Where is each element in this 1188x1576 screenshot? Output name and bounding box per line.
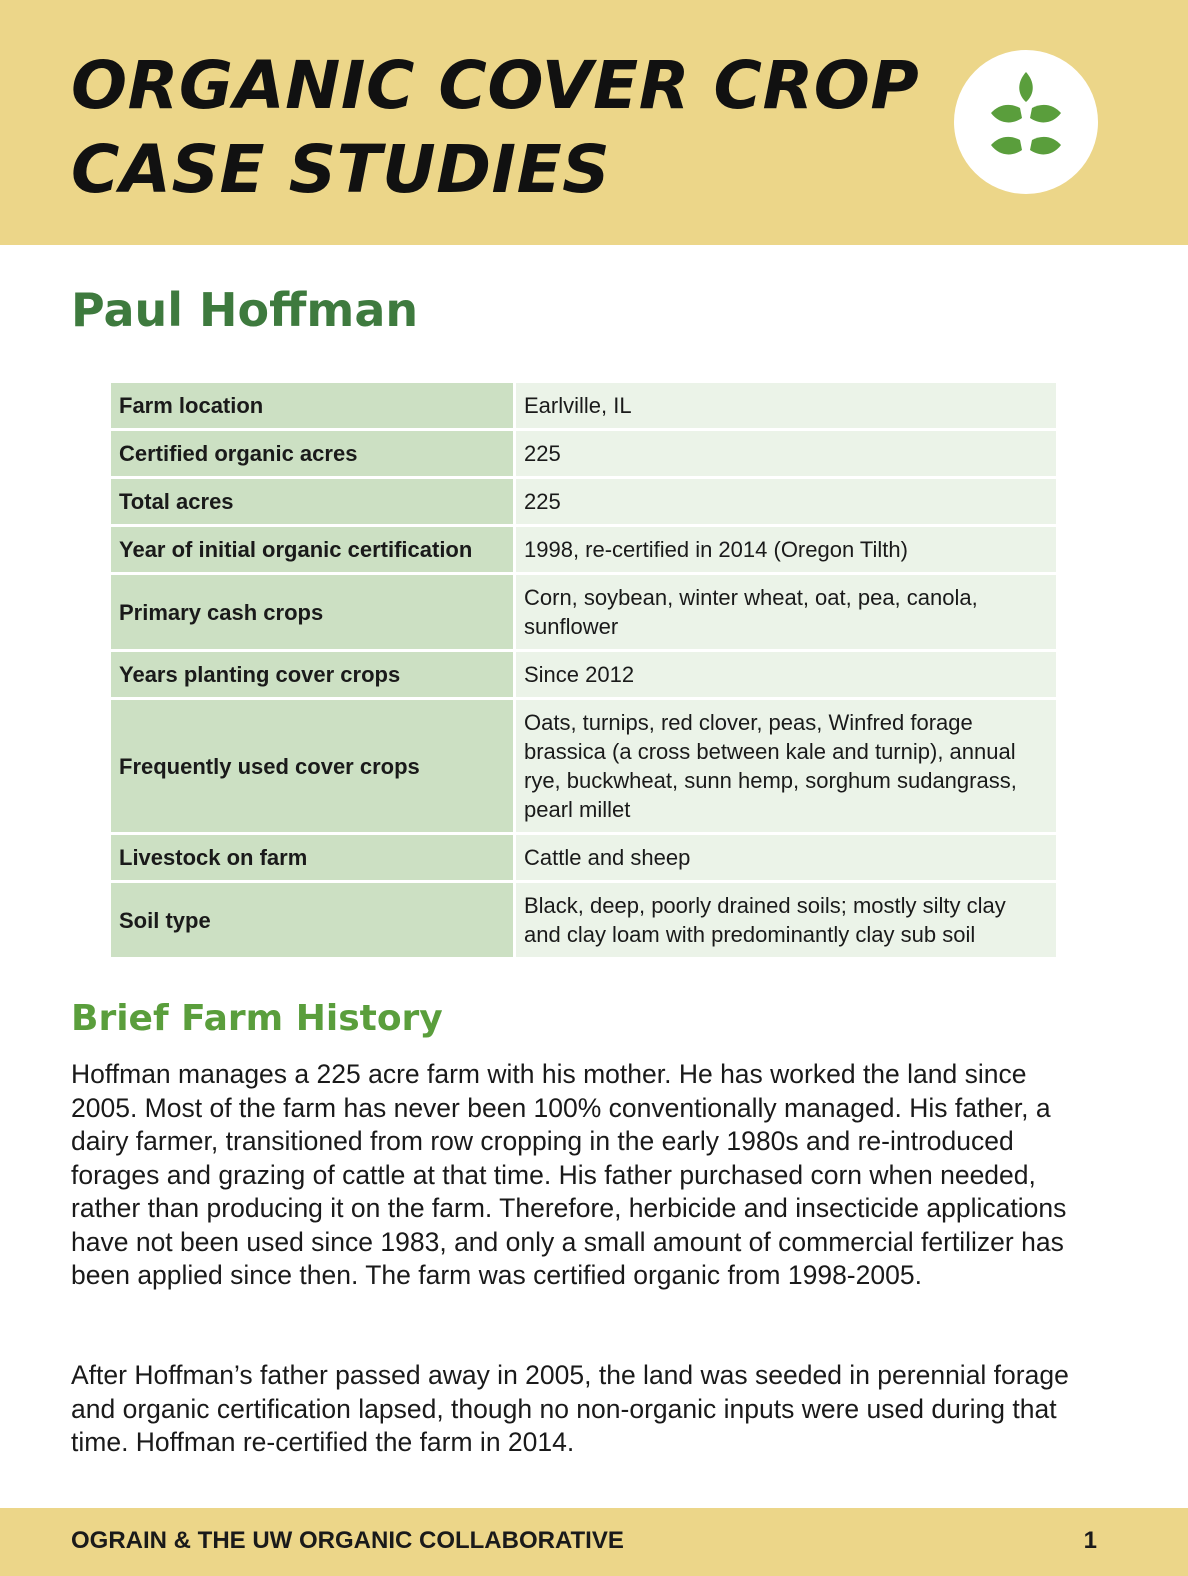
logo	[954, 50, 1098, 194]
row-value: Oats, turnips, red clover, peas, Winfred forage brassica (a cross between kale and turnip), annual rye, buckwheat, sunn hemp, sorghum sudangrass, pearl millet	[516, 700, 1056, 832]
row-value: Earlville, IL	[516, 383, 1056, 428]
page-title	[71, 44, 919, 212]
row-label: Farm location	[111, 383, 516, 428]
table-row	[111, 835, 1056, 880]
table-row	[111, 527, 1056, 572]
row-label: Frequently used cover crops	[111, 700, 516, 832]
table-row	[111, 575, 1056, 649]
section-heading-history: Brief Farm History	[71, 998, 443, 1039]
row-value: Cattle and sheep	[516, 835, 1056, 880]
table-row	[111, 883, 1056, 957]
row-value: Since 2012	[516, 652, 1056, 697]
row-value: Black, deep, poorly drained soils; mostly silty clay and clay loam with predominantly clay sub soil	[516, 883, 1056, 957]
farmer-name: Paul Hoffman	[71, 283, 419, 337]
row-label: Livestock on farm	[111, 835, 516, 880]
row-label: Years planting cover crops	[111, 652, 516, 697]
row-label: Year of initial organic certification	[111, 527, 516, 572]
row-value: Corn, soybean, winter wheat, oat, pea, canola, sunflower	[516, 575, 1056, 649]
footer-banner	[0, 1508, 1188, 1576]
footer-label: OGRAIN & THE UW ORGANIC COLLABORATIVE	[71, 1527, 624, 1554]
farm-facts-table	[111, 380, 1056, 960]
table-row	[111, 431, 1056, 476]
page-number: 1	[1083, 1527, 1097, 1554]
row-value: 1998, re-certified in 2014 (Oregon Tilth)	[516, 527, 1056, 572]
row-label: Primary cash crops	[111, 575, 516, 649]
wheat-sprout-icon	[954, 50, 1098, 194]
title-line-1: ORGANIC COVER CROP	[71, 47, 920, 124]
row-label: Total acres	[111, 479, 516, 524]
table-row	[111, 479, 1056, 524]
history-paragraph-1: Hoffman manages a 225 acre farm with his mother. He has worked the land since 2005. Most of the farm has never been 100% conventionally managed. His father, a dairy farmer, transitioned from row cropping in the early 1980s and re-introduced forages and grazing of cattle at that time. His father purchased corn when needed, rather than producing it on the farm. Therefore, herbicide and insecticide applications have not been used since 1983, and only a small amount of commercial fertilizer has been applied since then. The farm was certified organic from 1998-2005.	[71, 1059, 1067, 1290]
row-value: 225	[516, 431, 1056, 476]
history-paragraph-2: After Hoffman’s father passed away in 2005, the land was seeded in perennial forage and organic certification lapsed, though no non-organic inputs were used during that time. Hoffman re-certified the farm in 2014.	[71, 1360, 1069, 1457]
row-label: Soil type	[111, 883, 516, 957]
table-row	[111, 700, 1056, 832]
row-label: Certified organic acres	[111, 431, 516, 476]
title-line-2: CASE STUDIES	[71, 131, 611, 208]
header-banner	[0, 0, 1188, 245]
row-value: 225	[516, 479, 1056, 524]
table-row	[111, 383, 1056, 428]
table-row	[111, 652, 1056, 697]
